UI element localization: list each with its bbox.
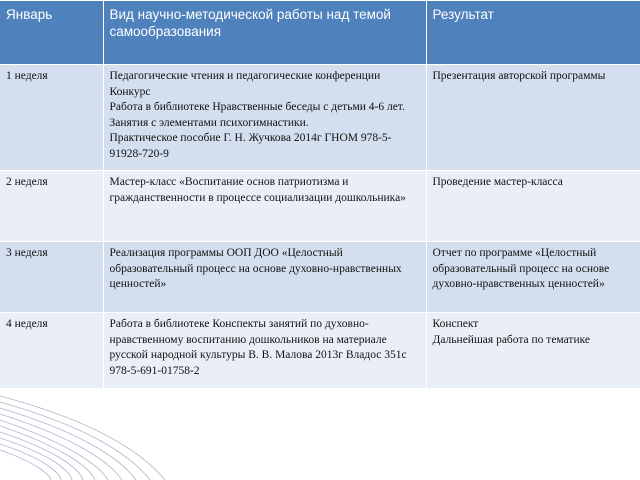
week-cell: 2 неделя xyxy=(0,171,103,242)
work-cell xyxy=(103,171,426,242)
table-row xyxy=(0,65,640,171)
work-line: Работа в библиотеке Нравственные беседы с детьми 4-6 лет. Занятия с элементами психогимнастики. xyxy=(109,101,405,129)
header-month: Январь xyxy=(0,1,103,65)
result-cell xyxy=(426,313,640,389)
table-row xyxy=(0,313,640,389)
week-cell: 4 неделя xyxy=(0,313,103,389)
week-cell: 3 неделя xyxy=(0,242,103,313)
work-line: Педагогические чтения и педагогические конференции xyxy=(109,70,381,82)
work-line: Реализация программы ООП ДОО «Целостный образовательный процесс на основе духовно-нравственных ценностей» xyxy=(109,247,402,290)
swoosh-lines xyxy=(0,396,165,480)
work-line: Конкурс xyxy=(109,85,151,98)
work-line: Практическое пособие Г. Н. Жучкова 2014г ГНОМ 978-5-91928-720-9 xyxy=(109,132,392,160)
header-work-type: Вид научно-методической работы над темой самообразования xyxy=(103,1,426,65)
header-result: Результат xyxy=(426,1,640,65)
result-cell xyxy=(426,171,640,242)
table-row xyxy=(0,171,640,242)
work-line: Мастер-класс «Воспитание основ патриотизма и гражданственности в процессе социализации дошкольника» xyxy=(109,176,406,204)
result-line: Дальнейшая работа по тематике xyxy=(432,333,591,346)
table-row xyxy=(0,242,640,313)
result-line: Отчет по программе «Целостный образовательный процесс на основе духовно-нравственных ценностей» xyxy=(432,247,610,290)
work-cell xyxy=(103,65,426,171)
work-line: Работа в библиотеке Конспекты занятий по духовно-нравственному воспитанию дошкольников на материале русской народной культуры В. В. Малова 2013г Владос 351с 978-5-691-01758-2 xyxy=(109,318,407,377)
result-line: Проведение мастер-класса xyxy=(432,176,563,188)
result-cell xyxy=(426,242,640,313)
week-cell: 1 неделя xyxy=(0,65,103,171)
work-cell xyxy=(103,313,426,389)
work-cell xyxy=(103,242,426,313)
result-line: Презентация авторской программы xyxy=(432,70,606,82)
result-line: Конспект xyxy=(432,318,479,330)
decorative-swoosh xyxy=(0,390,640,480)
result-cell xyxy=(426,65,640,171)
header-row xyxy=(0,1,640,65)
